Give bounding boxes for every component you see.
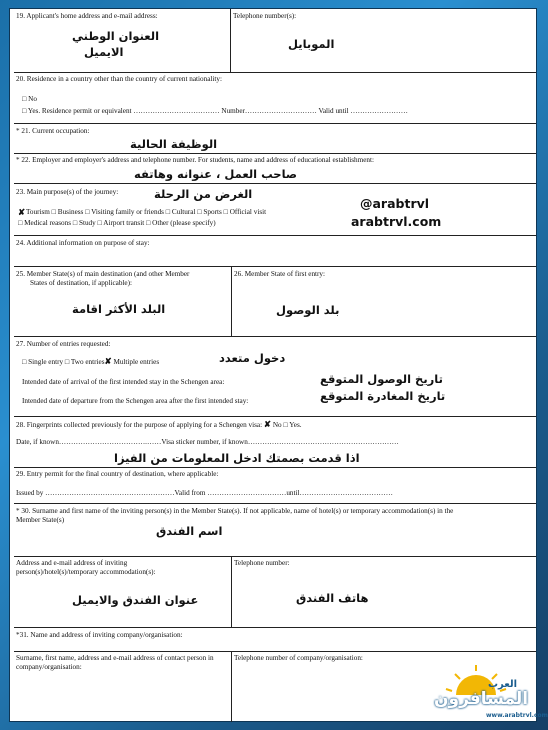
field-23-row — [14, 183, 536, 236]
field-28-no-check: ✘ — [263, 419, 272, 429]
field-31-company-phone-label: Telephone number of company/organisation: — [234, 654, 363, 662]
logo-url: www.arabtrvl.com — [486, 712, 548, 719]
field-24-label: 24. Additional information on purpose of stay: — [16, 239, 150, 247]
field-31-row — [14, 627, 536, 652]
field-19-arabic-address: العنوان الوطني — [72, 29, 160, 43]
field-30-phone-arabic: هاتف الفندق — [296, 591, 369, 605]
field-27-arabic-departure: تاريخ المغادرة المتوقع — [320, 389, 446, 403]
logo-text-top: العرب — [488, 679, 518, 690]
field-27-entries-options — [22, 357, 159, 367]
field-27-arabic-arrival: تاريخ الوصول المتوقع — [320, 372, 443, 386]
field-27-arabic-entries: دخول متعدد — [219, 351, 286, 365]
field-22-label: * 22. Employer and employer's address and telephone number. For students, name and address of educational establishment: — [16, 156, 374, 164]
field-28-label — [16, 420, 302, 430]
field-25-26-row — [14, 266, 536, 337]
field-19-label: 19. Applicant's home address and e-mail address: — [16, 12, 158, 20]
arabtrvl-handle: @arabtrvl — [360, 196, 430, 211]
field-19-row — [14, 9, 536, 72]
field-23-arabic: الغرض من الرحلة — [154, 187, 253, 201]
field-29-row — [14, 467, 536, 504]
field-28-arabic: اذا قدمت بصمتك ادخل المعلومات من الفيزا — [114, 451, 360, 465]
field-30-address-row — [14, 556, 536, 628]
field-23-tourism-check: ✘ — [18, 207, 26, 217]
field-20-no-option: □ No — [22, 95, 37, 103]
arab-travellers-logo — [426, 669, 548, 721]
field-28-label-pre: 28. Fingerprints collected previously for the purpose of applying for a Schengen visa: — [16, 421, 263, 429]
field-28-row — [14, 416, 536, 468]
field-25-label: 25. Member State(s) of main destination (and other Member — [16, 270, 190, 278]
field-27-arrival: Intended date of arrival of the first intended stay in the Schengen area: — [22, 378, 225, 386]
field-22-row — [14, 153, 536, 184]
arabtrvl-site: arabtrvl.com — [351, 214, 442, 229]
field-21-row — [14, 123, 536, 154]
divider — [231, 267, 232, 337]
field-27-departure: Intended date of departure from the Schengen area after the first intended stay: — [22, 397, 249, 405]
field-23-label: 23. Main purpose(s) of the journey: — [16, 188, 119, 196]
field-31-label: *31. Name and address of inviting company/organisation: — [16, 631, 183, 639]
field-21-arabic: الوظيفة الحالية — [130, 137, 218, 151]
divider — [230, 9, 231, 72]
field-30-arabic: اسم الفندق — [156, 524, 223, 538]
field-25-arabic: البلد الأكثر اقامة — [72, 302, 166, 316]
field-30-address-arabic: عنوان الفندق والايميل — [72, 593, 199, 607]
field-28-date-line: Date, if known……………………………….……Visa sticker number, if known……………………………………………………… — [16, 438, 399, 446]
field-26-label: 26. Member State of first entry: — [234, 270, 326, 278]
field-20-yes-option: □ Yes. Residence permit or equivalent ……………………………… Number………………………… Valid until …………………… — [22, 107, 408, 115]
field-27-row — [14, 336, 536, 417]
field-23-options-line2: □ Medical reasons □ Study □ Airport transit □ Other (please specify) — [18, 219, 216, 227]
field-28-label-post: No □ Yes. — [271, 421, 302, 429]
visa-form-page — [10, 9, 548, 721]
field-19-phone-arabic: الموبايل — [288, 37, 335, 51]
field-30-address-label: Address and e-mail address of inviting person(s)/hotel(s)/temporary accommodation(s): — [16, 559, 156, 576]
field-30-label: * 30. Surname and first name of the inviting person(s) in the Member State(s). If not applicable, name of hotel(s) or temporary accommodation(s) in the — [16, 507, 454, 515]
field-27-multiple-check: ✘ — [104, 356, 112, 366]
field-27-label: 27. Number of entries requested: — [16, 340, 111, 348]
field-30-phone-label: Telephone number: — [234, 559, 290, 567]
field-24-row — [14, 235, 536, 267]
field-26-arabic: بلد الوصول — [276, 303, 340, 317]
logo-text-main: المسافرون — [434, 689, 529, 709]
field-20-label: 20. Residence in a country other than the country of current nationality: — [16, 75, 222, 83]
field-27-entries-pre: □ Single entry □ Two entries — [22, 358, 105, 366]
field-19-arabic-email: الايميل — [84, 45, 124, 59]
field-27-entries-post: Multiple entries — [111, 358, 160, 366]
field-29-label: 29. Entry permit for the final country of destination, where applicable: — [16, 470, 219, 478]
divider — [231, 652, 232, 722]
field-23-options-line1: Tourism □ Business □ Visiting family or friends □ Cultural □ Sports □ Official visit — [26, 208, 267, 216]
divider — [231, 557, 232, 628]
field-21-label: * 21. Current occupation: — [16, 127, 90, 135]
field-29-issued-line: Issued by ………………………………………………Valid from ……………………………until………………………………… — [16, 489, 393, 497]
field-31-contact-label: Surname, first name, address and e-mail address of contact person in company/organisation: — [16, 654, 214, 671]
field-20-row — [14, 72, 536, 124]
field-30-label-line2: Member State(s) — [16, 516, 65, 524]
field-22-arabic: صاحب العمل ، عنوانه وهاتفه — [134, 167, 298, 181]
field-19-phone-label: Telephone number(s): — [233, 12, 297, 20]
field-25-label-line2: States of destination, if applicable): — [30, 279, 132, 287]
field-30-row — [14, 503, 536, 557]
